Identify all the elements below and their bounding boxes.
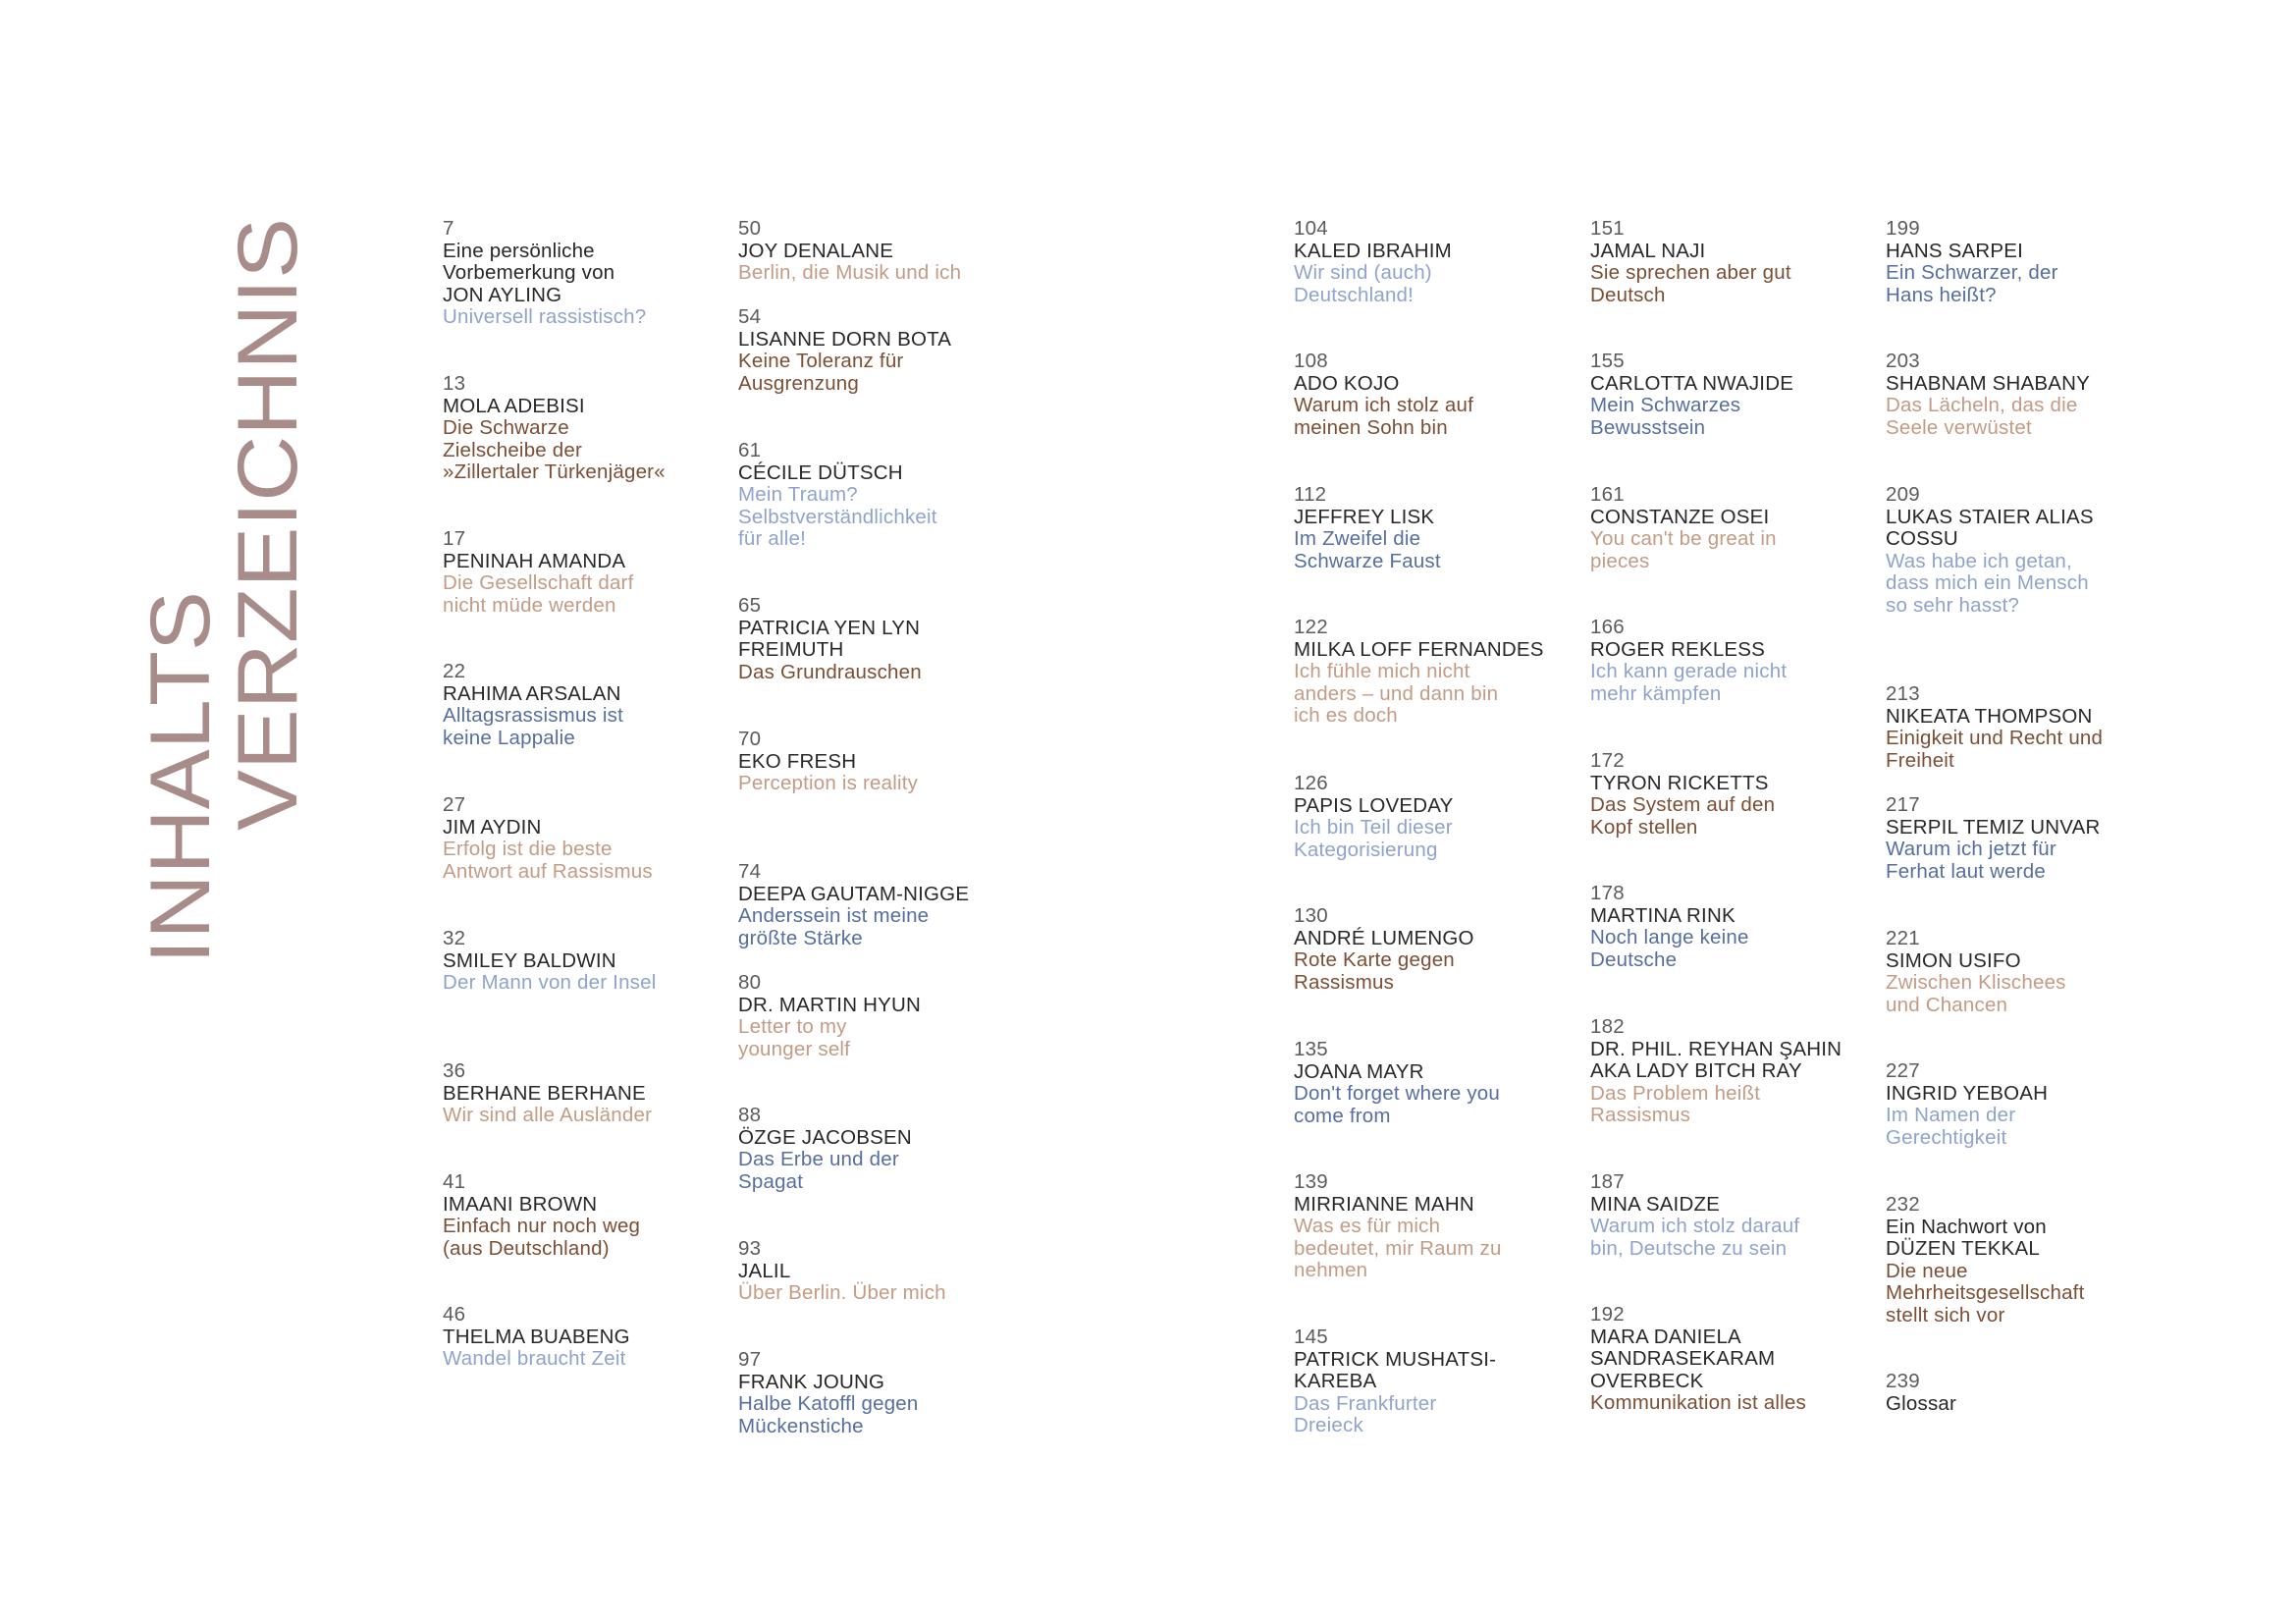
toc-author: PENINAH AMANDA xyxy=(443,549,626,572)
toc-essay-title: Ich fühle mich nicht xyxy=(1294,660,1470,683)
toc-author: MARTINA RINK xyxy=(1590,903,1735,927)
toc-page-number: 178 xyxy=(1590,882,1625,904)
toc-author: MARA DANIELA xyxy=(1590,1325,1741,1348)
toc-essay-title: Halbe Katoffl gegen xyxy=(738,1392,919,1416)
toc-author: MOLA ADEBISI xyxy=(443,394,585,417)
toc-page-number: 27 xyxy=(443,793,466,816)
toc-essay-title: keine Lappalie xyxy=(443,726,576,749)
toc-entry[interactable] xyxy=(1886,218,2180,306)
toc-author: NIKEATA THOMPSON xyxy=(1886,704,2093,728)
toc-entry[interactable] xyxy=(1294,773,1588,861)
toc-essay-title: so sehr hasst? xyxy=(1886,593,2020,617)
toc-page-number: 108 xyxy=(1294,350,1328,372)
toc-author: SMILEY BALDWIN xyxy=(443,948,616,972)
toc-essay-title: für alle! xyxy=(738,527,807,551)
toc-entry[interactable] xyxy=(1294,1171,1588,1282)
toc-essay-title: Das System auf den xyxy=(1590,793,1776,817)
toc-author: JON AYLING xyxy=(443,283,562,306)
toc-author: MINA SAIDZE xyxy=(1590,1192,1721,1216)
toc-author: COSSU xyxy=(1886,527,1958,551)
toc-page-number: 88 xyxy=(738,1104,762,1126)
toc-page-number: 135 xyxy=(1294,1038,1328,1060)
toc-author: JALIL xyxy=(738,1259,791,1282)
toc-entry[interactable] xyxy=(738,1349,1033,1437)
toc-page-number: 97 xyxy=(738,1348,762,1371)
toc-essay-title: Ein Schwarzer, der xyxy=(1886,261,2058,285)
toc-essay-title: Freiheit xyxy=(1886,748,1954,772)
toc-essay-title: Warum ich stolz darauf xyxy=(1590,1215,1800,1238)
toc-essay-title: Ich kann gerade nicht xyxy=(1590,660,1788,683)
toc-author: FREIMUTH xyxy=(738,638,844,662)
toc-entry[interactable] xyxy=(1294,351,1588,439)
toc-author: EKO FRESH xyxy=(738,749,857,773)
toc-author: CÉCILE DÜTSCH xyxy=(738,460,903,484)
toc-author: DEEPA GAUTAM-NIGGE xyxy=(738,882,970,905)
toc-author: FRANK JOUNG xyxy=(738,1370,885,1393)
toc-essay-title: Der Mann von der Insel xyxy=(443,971,657,995)
toc-essay-title: Antwort auf Rassismus xyxy=(443,859,653,883)
toc-essay-title: Über Berlin. Über mich xyxy=(738,1281,946,1305)
title-line-2: VERZEICHNIS xyxy=(221,262,315,831)
toc-essay-title: Hans heißt? xyxy=(1886,283,1997,306)
toc-essay-title: Das Problem heißt xyxy=(1590,1081,1761,1105)
toc-essay-title: stellt sich vor xyxy=(1886,1303,2005,1326)
toc-page-number: 22 xyxy=(443,660,466,682)
toc-author: THELMA BUABENG xyxy=(443,1325,630,1348)
toc-essay-title: Bewusstsein xyxy=(1590,415,1706,439)
toc-entry[interactable] xyxy=(1294,484,1588,572)
toc-page-number: 139 xyxy=(1294,1170,1328,1193)
toc-essay-title: Perception is reality xyxy=(738,772,919,795)
toc-author: PAPIS LOVEDAY xyxy=(1294,793,1454,817)
toc-page-number: 239 xyxy=(1886,1370,1920,1392)
toc-author: CONSTANZE OSEI xyxy=(1590,505,1770,528)
toc-entry[interactable] xyxy=(443,1304,737,1371)
toc-page-number: 50 xyxy=(738,217,762,240)
toc-page-number: 209 xyxy=(1886,483,1920,506)
toc-essay-title: und Chancen xyxy=(1886,993,2008,1016)
toc-entry[interactable] xyxy=(738,1238,1033,1305)
toc-page-number: 122 xyxy=(1294,616,1328,638)
toc-author: SIMON USIFO xyxy=(1886,948,2021,972)
toc-page-number: 199 xyxy=(1886,217,1920,240)
toc-author: ADO KOJO xyxy=(1294,371,1400,395)
toc-page-number: 7 xyxy=(443,217,454,240)
toc-essay-title: Don't forget where you xyxy=(1294,1082,1501,1106)
toc-entry[interactable] xyxy=(1590,883,1885,971)
toc-essay-title: Was habe ich getan, xyxy=(1886,549,2072,572)
toc-essay-title: come from xyxy=(1294,1104,1391,1127)
toc-author: JOANA MAYR xyxy=(1294,1059,1424,1083)
toc-entry[interactable] xyxy=(1590,1171,1885,1260)
toc-page-number: 13 xyxy=(443,372,466,395)
toc-author: PATRICIA YEN LYN xyxy=(738,616,921,639)
toc-page-number: 54 xyxy=(738,305,762,328)
toc-entry[interactable] xyxy=(1886,1194,2180,1327)
toc-essay-title: nicht müde werden xyxy=(443,593,616,617)
toc-essay-title: Anderssein ist meine xyxy=(738,904,930,928)
toc-essay-title: dass mich ein Mensch xyxy=(1886,571,2089,595)
toc-essay-title: Sie sprechen aber gut xyxy=(1590,261,1791,285)
toc-page-number: 145 xyxy=(1294,1326,1328,1348)
toc-author: ROGER REKLESS xyxy=(1590,637,1766,661)
toc-essay-title: Einfach nur noch weg xyxy=(443,1215,641,1238)
toc-page-number: 172 xyxy=(1590,749,1625,772)
toc-author: MIRRIANNE MAHN xyxy=(1294,1192,1474,1216)
toc-author: LISANNE DORN BOTA xyxy=(738,327,952,351)
toc-essay-title: Deutschland! xyxy=(1294,283,1415,306)
toc-page-number: 203 xyxy=(1886,350,1920,372)
toc-essay-title: Zwischen Klischees xyxy=(1886,971,2066,995)
toc-essay-title: Wir sind (auch) xyxy=(1294,261,1432,285)
toc-entry[interactable] xyxy=(1590,484,1885,572)
toc-entry[interactable] xyxy=(1590,617,1885,705)
title-line-1: INHALTS xyxy=(133,614,228,964)
toc-entry[interactable] xyxy=(738,306,1033,395)
toc-essay-title: Spagat xyxy=(738,1169,804,1193)
toc-essay-title: ich es doch xyxy=(1294,704,1398,728)
toc-author: JEFFREY LISK xyxy=(1294,505,1435,528)
toc-essay-title: Zielscheibe der xyxy=(443,438,583,461)
toc-essay-title: meinen Sohn bin xyxy=(1294,415,1448,439)
toc-page-number: 182 xyxy=(1590,1015,1625,1038)
toc-author: OVERBECK xyxy=(1590,1369,1704,1392)
toc-author: PATRICK MUSHATSI- xyxy=(1294,1347,1497,1371)
toc-author: RAHIMA ARSALAN xyxy=(443,681,621,705)
toc-essay-title: Schwarze Faust xyxy=(1294,549,1441,572)
toc-entry[interactable] xyxy=(443,661,737,749)
toc-essay-title: Warum ich stolz auf xyxy=(1294,394,1474,417)
toc-page-number: 155 xyxy=(1590,350,1625,372)
toc-essay-title: Ich bin Teil dieser xyxy=(1294,816,1453,839)
toc-essay-title: Mückenstiche xyxy=(738,1414,864,1437)
toc-essay-title: Gerechtigkeit xyxy=(1886,1125,2007,1149)
toc-author: LUKAS STAIER ALIAS xyxy=(1886,505,2094,528)
toc-essay-title: »Zillertaler Türkenjäger« xyxy=(443,460,666,484)
toc-page-number: 46 xyxy=(443,1303,466,1326)
toc-entry[interactable] xyxy=(443,794,737,883)
toc-essay-title: Mein Traum? xyxy=(738,483,858,507)
toc-entry[interactable] xyxy=(738,218,1033,285)
toc-entry[interactable] xyxy=(1886,1371,2180,1415)
toc-author: KALED IBRAHIM xyxy=(1294,239,1452,262)
toc-entry[interactable] xyxy=(1294,1326,1588,1437)
toc-essay-title: Ausgrenzung xyxy=(738,371,860,395)
toc-author: JOY DENALANE xyxy=(738,239,894,262)
toc-entry[interactable] xyxy=(1294,617,1588,728)
toc-entry[interactable] xyxy=(1886,484,2180,618)
toc-entry[interactable] xyxy=(1886,351,2180,439)
toc-essay-title: Das Lächeln, das die xyxy=(1886,394,2078,417)
toc-author: CARLOTTA NWAJIDE xyxy=(1590,371,1794,395)
toc-page-number: 161 xyxy=(1590,483,1625,506)
toc-page-number: 61 xyxy=(738,439,762,461)
toc-entry[interactable] xyxy=(1886,683,2180,772)
toc-essay-title: Das Erbe und der xyxy=(738,1148,899,1171)
toc-essay-title: Keine Toleranz für xyxy=(738,350,904,373)
toc-page-number: 227 xyxy=(1886,1059,1920,1082)
toc-page-number: 221 xyxy=(1886,927,1920,949)
toc-entry[interactable] xyxy=(1590,1304,1885,1415)
toc-essay-title: Mein Schwarzes xyxy=(1590,394,1741,417)
toc-essay-title: Mehrheitsgesellschaft xyxy=(1886,1281,2085,1305)
toc-essay-title: younger self xyxy=(738,1037,851,1060)
toc-entry[interactable] xyxy=(738,729,1033,795)
toc-essay-title: Deutsche xyxy=(1590,947,1678,971)
toc-author: BERHANE BERHANE xyxy=(443,1081,646,1105)
toc-essay-title: Im Zweifel die xyxy=(1294,527,1421,551)
toc-entry[interactable] xyxy=(1886,928,2180,1016)
toc-page-number: 187 xyxy=(1590,1170,1625,1193)
toc-entry[interactable] xyxy=(738,861,1033,949)
toc-essay-title: nehmen xyxy=(1294,1259,1368,1282)
toc-author: SANDRASEKARAM xyxy=(1590,1347,1776,1371)
toc-essay-title: Im Namen der xyxy=(1886,1104,2016,1127)
toc-author: JAMAL NAJI xyxy=(1590,239,1706,262)
toc-essay-title: Alltagsrassismus ist xyxy=(443,704,623,728)
toc-entry[interactable] xyxy=(738,1105,1033,1193)
toc-author: Ein Nachwort von xyxy=(1886,1215,2047,1238)
toc-entry[interactable] xyxy=(443,928,737,995)
toc-entry[interactable] xyxy=(1590,750,1885,839)
toc-author: Vorbemerkung von xyxy=(443,261,615,285)
toc-author: KAREBA xyxy=(1294,1370,1377,1393)
toc-essay-title: Berlin, die Musik und ich xyxy=(738,261,962,285)
toc-essay-title: bin, Deutsche zu sein xyxy=(1590,1236,1788,1260)
toc-essay-title: Was es für mich xyxy=(1294,1215,1441,1238)
toc-author: Eine persönliche xyxy=(443,239,595,262)
toc-entry[interactable] xyxy=(1886,1060,2180,1149)
toc-entry[interactable] xyxy=(738,440,1033,551)
toc-author: TYRON RICKETTS xyxy=(1590,771,1769,794)
toc-entry[interactable] xyxy=(443,1171,737,1260)
toc-entry[interactable] xyxy=(443,1060,737,1127)
toc-page-number: 192 xyxy=(1590,1303,1625,1326)
toc-essay-title: pieces xyxy=(1590,549,1650,572)
toc-entry[interactable] xyxy=(1886,794,2180,883)
toc-entry[interactable] xyxy=(443,373,737,484)
toc-essay-title: Kopf stellen xyxy=(1590,815,1698,839)
toc-author: JIM AYDIN xyxy=(443,815,542,839)
toc-essay-title: bedeutet, mir Raum zu xyxy=(1294,1236,1502,1260)
toc-page-number: 17 xyxy=(443,527,466,550)
toc-page-number: 104 xyxy=(1294,217,1328,240)
toc-entry[interactable] xyxy=(443,528,737,617)
toc-page-number: 93 xyxy=(738,1237,762,1260)
toc-essay-title: Die neue xyxy=(1886,1259,1968,1282)
toc-entry[interactable] xyxy=(1294,1039,1588,1127)
toc-essay-title: Kategorisierung xyxy=(1294,838,1438,861)
toc-essay-title: Noch lange keine xyxy=(1590,926,1749,949)
toc-page-number: 70 xyxy=(738,728,762,750)
toc-essay-title: Rassismus xyxy=(1294,970,1395,994)
toc-page-number: 213 xyxy=(1886,682,1920,705)
toc-essay-title: mehr kämpfen xyxy=(1590,681,1722,705)
toc-author: DR. PHIL. REYHAN ŞAHIN xyxy=(1590,1037,1842,1060)
toc-author: HANS SARPEI xyxy=(1886,239,2024,262)
toc-author: IMAANI BROWN xyxy=(443,1192,598,1216)
toc-essay-title: Wir sind alle Ausländer xyxy=(443,1104,653,1127)
toc-author: AKA LADY BITCH RAY xyxy=(1590,1059,1802,1083)
toc-page-number: 166 xyxy=(1590,616,1625,638)
toc-entry[interactable] xyxy=(738,595,1033,683)
toc-essay-title: Warum ich jetzt für xyxy=(1886,838,2056,861)
toc-essay-title: Wandel braucht Zeit xyxy=(443,1347,626,1371)
toc-essay-title: Das Grundrauschen xyxy=(738,660,922,683)
toc-page-number: 130 xyxy=(1294,904,1328,927)
toc-essay-title: Die Schwarze xyxy=(443,416,569,440)
toc-essay-title: Das Frankfurter xyxy=(1294,1391,1437,1415)
toc-page-number: 217 xyxy=(1886,793,1920,816)
toc-essay-title: (aus Deutschland) xyxy=(443,1236,610,1260)
toc-page-number: 80 xyxy=(738,971,762,994)
toc-author: SERPIL TEMIZ UNVAR xyxy=(1886,815,2101,839)
toc-page-number: 32 xyxy=(443,927,466,949)
toc-page-number: 65 xyxy=(738,594,762,617)
toc-page-number: 151 xyxy=(1590,217,1625,240)
toc-entry[interactable] xyxy=(1590,218,1885,306)
toc-entry[interactable] xyxy=(1294,905,1588,994)
toc-essay-title: Rote Karte gegen xyxy=(1294,948,1455,972)
toc-author: INGRID YEBOAH xyxy=(1886,1081,2049,1105)
toc-author: Glossar xyxy=(1886,1391,1957,1415)
toc-essay-title: Ferhat laut werde xyxy=(1886,859,2046,883)
toc-page-number: 36 xyxy=(443,1059,466,1082)
toc-author: SHABNAM SHABANY xyxy=(1886,371,2091,395)
toc-page-number: 126 xyxy=(1294,772,1328,794)
toc-page-number: 112 xyxy=(1294,483,1327,506)
toc-author: ÖZGE JACOBSEN xyxy=(738,1125,912,1149)
toc-author: DR. MARTIN HYUN xyxy=(738,993,921,1016)
toc-entry[interactable] xyxy=(738,972,1033,1060)
toc-essay-title: Erfolg ist die beste xyxy=(443,838,613,861)
toc-entry[interactable] xyxy=(1294,218,1588,306)
toc-author: MILKA LOFF FERNANDES xyxy=(1294,637,1544,661)
toc-author: DÜZEN TEKKAL xyxy=(1886,1237,2040,1261)
toc-essay-title: Seele verwüstet xyxy=(1886,415,2032,439)
toc-essay-title: Rassismus xyxy=(1590,1104,1691,1127)
toc-essay-title: Kommunikation ist alles xyxy=(1590,1391,1806,1415)
toc-entry[interactable] xyxy=(1590,351,1885,439)
toc-page-number: 232 xyxy=(1886,1193,1920,1216)
toc-essay-title: größte Stärke xyxy=(738,926,863,949)
toc-essay-title: Die Gesellschaft darf xyxy=(443,571,634,595)
toc-essay-title: You can't be great in xyxy=(1590,527,1777,551)
toc-author: ANDRÉ LUMENGO xyxy=(1294,926,1474,949)
toc-essay-title: Letter to my xyxy=(738,1015,847,1039)
toc-page-number: 74 xyxy=(738,860,762,883)
toc-essay-title: Universell rassistisch? xyxy=(443,305,647,329)
toc-essay-title: anders – und dann bin xyxy=(1294,681,1499,705)
toc-essay-title: Selbstverständlichkeit xyxy=(738,505,937,528)
toc-entry[interactable] xyxy=(1590,1016,1885,1127)
toc-essay-title: Dreieck xyxy=(1294,1414,1363,1437)
toc-page-number: 41 xyxy=(443,1170,466,1193)
toc-essay-title: Einigkeit und Recht und xyxy=(1886,727,2104,750)
toc-essay-title: Deutsch xyxy=(1590,283,1666,306)
toc-entry[interactable] xyxy=(443,218,737,329)
